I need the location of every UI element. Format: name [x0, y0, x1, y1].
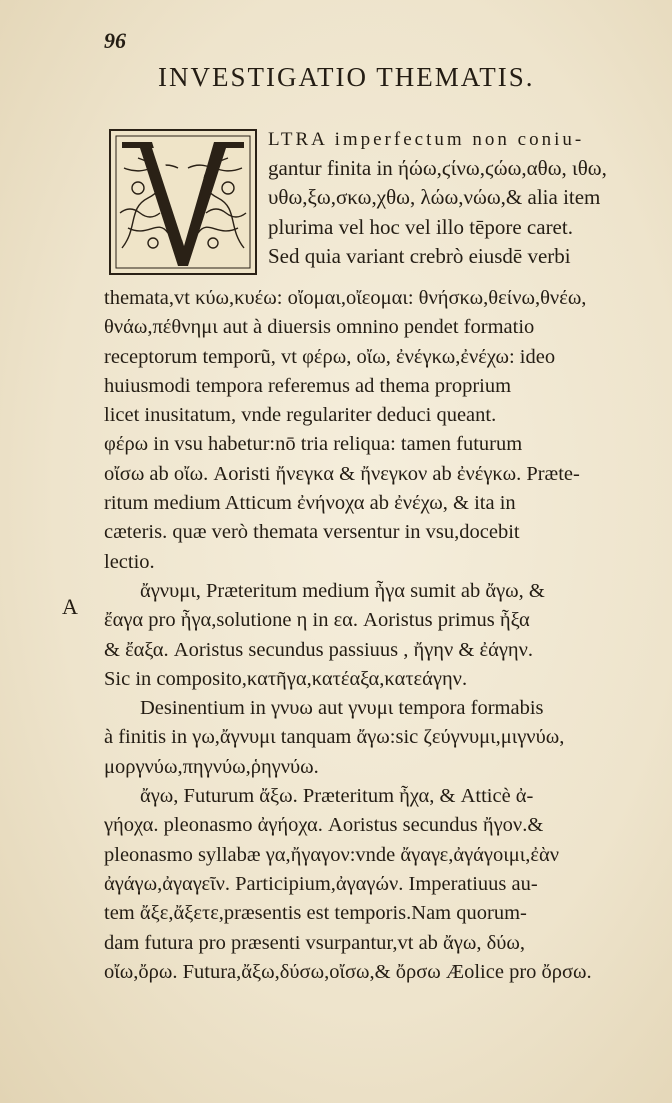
text-line: θνάω,πέθνημι aut à diuersis omnino pendet formatio	[104, 316, 535, 339]
text-line: à finitis in γω,ἄγνυμι tanquam ἄγω:sic ζεύγνυμι,μιγνύω,	[104, 726, 565, 749]
text-line: Desinentium in γνυω aut γνυμι tempora formabis	[140, 697, 544, 720]
page-number: 96	[104, 28, 126, 53]
text-line: Sic in composito,κατῆγα,κατέαξα,κατεάγην.	[104, 667, 468, 690]
text-line: φέρω in vsu habetur:nō tria reliqua: tamen futurum	[104, 433, 523, 456]
text-line: dam futura pro præsenti vsurpantur,vt ab ἄγω, δύω,	[104, 931, 526, 954]
text-line: LTRA imperfectum non coniu-	[268, 129, 585, 150]
body-text	[104, 284, 650, 987]
text-line: ἄγω, Futurum ἄξω. Præteritum ἦχα, & Atticè ἀ-	[140, 785, 534, 808]
text-line: & ἔαξα. Aoristus secundus passiuus , ἤγην & ἐάγην.	[104, 638, 534, 661]
decorated-initial-v	[108, 128, 258, 276]
text-line: Sed quia variant crebrò eiusdē verbi	[268, 244, 571, 268]
text-line: ἀγάγω,ἀγαγεῖν. Participium,ἀγαγών. Imperatiuus au-	[104, 872, 538, 895]
ornamental-initial-image	[108, 128, 258, 276]
opening-lines	[268, 124, 648, 272]
text-line: ἔαγα pro ἦγα,solutione η in εα. Aoristus primus ἦξα	[104, 609, 530, 632]
running-title: INVESTIGATIO THEMATIS.	[158, 62, 535, 92]
text-line: receptorum temporũ, vt φέρω, οἴω, ἐνέγκω,ἐνέχω: ideo	[104, 345, 556, 368]
text-line: ἄγνυμι, Præteritum medium ἦγα sumit ab ἄγω, &	[140, 579, 545, 602]
text-line: μοργνύω,πηγνύω,ῥηγνύω.	[104, 755, 319, 778]
marginal-letter: A	[62, 594, 78, 619]
text-line: οἴω,ὄρω. Futura,ἄξω,δύσω,οἴσω,& ὄρσω Æolice pro ὄρσω.	[104, 960, 592, 983]
text-line: plurima vel hoc vel illo tēpore caret.	[268, 214, 573, 239]
text-line: οἴσω ab οἴω. Aoristi ἤνεγκα & ἤνεγκον ab ἐνέγκω. Præte-	[104, 462, 580, 485]
text-line: lectio.	[104, 550, 155, 573]
text-line: cæteris. quæ verò themata versentur in vsu,docebit	[104, 521, 520, 544]
text-line: gantur finita in ήώω,ϛίνω,ϛώω,αθω, ιθω,	[268, 155, 607, 180]
text-line: licet inusitatum, vnde regulariter deduci queant.	[104, 404, 497, 427]
text-line: ritum medium Atticum ἐνήνοχα ab ἐνέχω, & ita in	[104, 492, 516, 515]
text-line: υθω,ξω,σκω,χθω, λώω,νώω,& alia item	[268, 185, 601, 209]
text-line: pleonasmo syllabæ γα,ἤγαγον:vnde ἄγαγε,ἀγάγοιμι,ἐὰν	[104, 843, 559, 866]
text-line: tem ἄξε,ἄξετε,præsentis est temporis.Nam quorum-	[104, 902, 527, 925]
text-line: γήοχα. pleonasmo ἀγήοχα. Aoristus secundus ἤγον.&	[104, 814, 544, 837]
text-line: themata,vt κύω,κυέω: οἴομαι,οἴεομαι: θνήσκω,θείνω,θνέω,	[104, 287, 587, 309]
text-line: huiusmodi tempora referemus ad thema proprium	[104, 374, 512, 397]
